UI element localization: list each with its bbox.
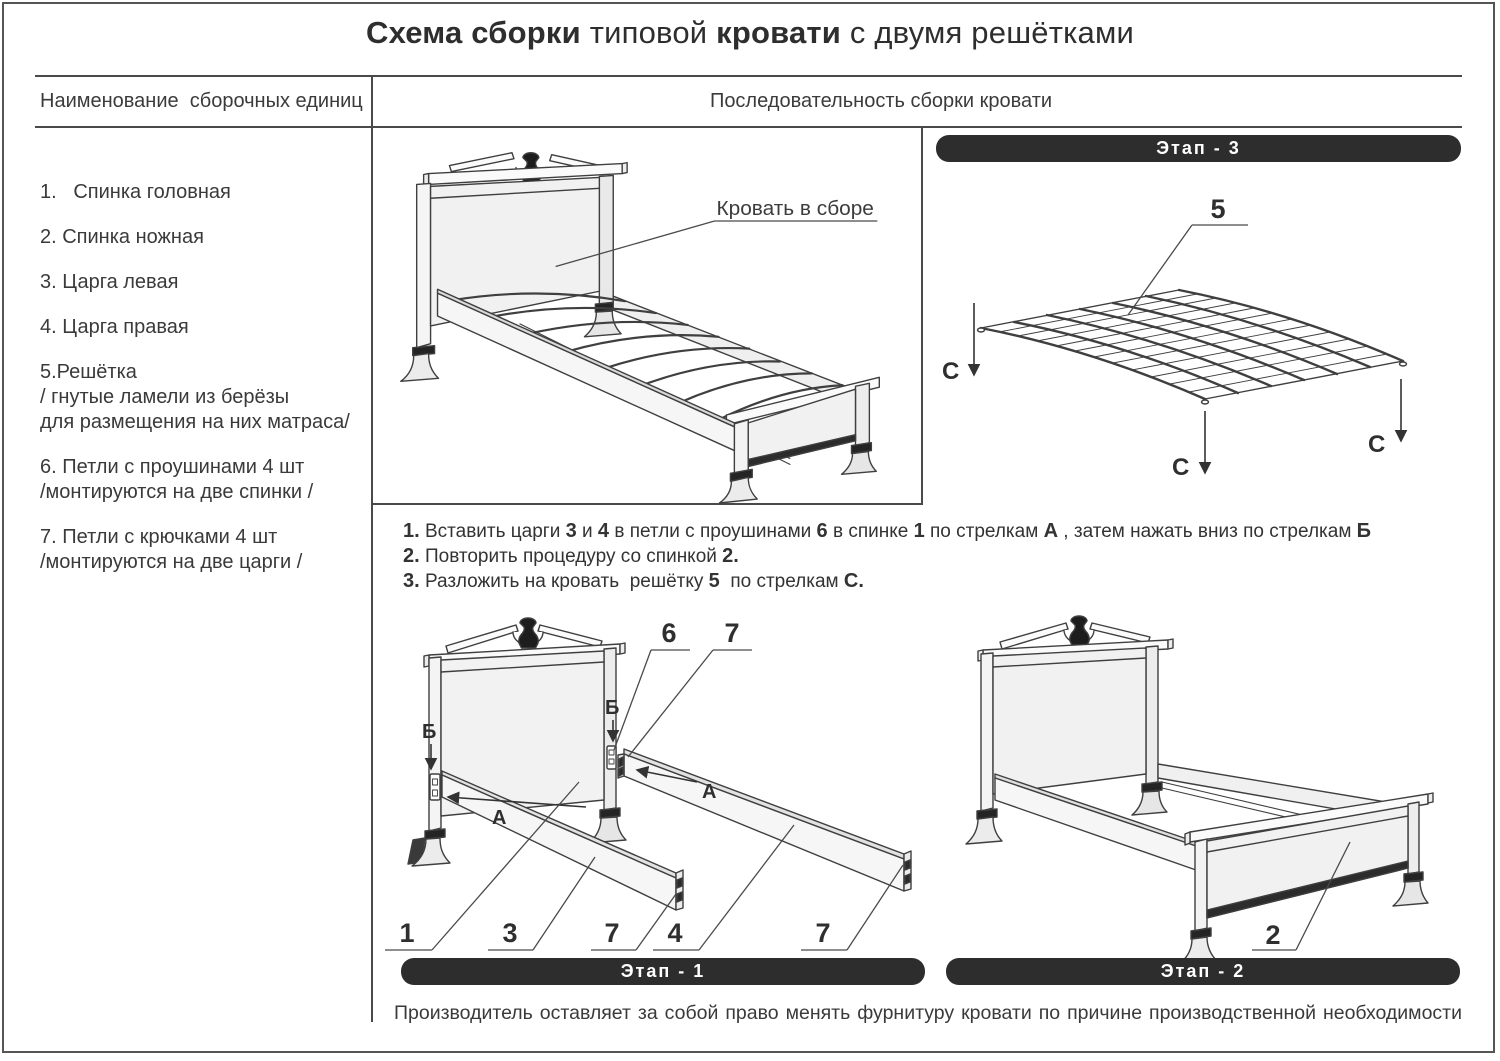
arrow-c-label: С — [1368, 431, 1386, 458]
parts-list-item: 5.Решётка / гнутые ламели из берёзы для размещения на них матраса/ — [40, 361, 350, 433]
title-underline — [35, 75, 1462, 77]
parts-list — [40, 180, 370, 595]
instruction-line: 3. Разложить на кровать решётку 5 по стрелкам С. — [403, 570, 864, 592]
instructions — [403, 519, 1478, 594]
callout-7-label: 7 — [604, 918, 620, 948]
stage3-banner — [936, 135, 1461, 162]
parts-list-item: 4. Царга правая — [40, 316, 189, 338]
arrow-c-label: С — [942, 358, 960, 385]
page-title: Схема сборки типовой кровати с двумя решётками — [365, 15, 1135, 50]
arrow-b-label: Б — [422, 721, 437, 743]
footboard — [719, 377, 879, 503]
parts-list-item: 1. Спинка головная — [40, 181, 231, 203]
callout-2-label: 2 — [1265, 920, 1281, 950]
parts-list-item: 3. Царга левая — [40, 271, 179, 293]
arrow-c-label: С — [1172, 454, 1190, 481]
finial-vase-icon — [519, 618, 538, 648]
stage1-banner-label: Этап - 1 — [620, 961, 706, 981]
assembled-bed-box — [371, 126, 923, 505]
callout-6-label: 6 — [661, 618, 677, 648]
instruction-line: 1. Вставить царги 3 и 4 в петли с проушинами 6 в спинке 1 по стрелкам А , затем нажать вниз по стрелкам Б — [403, 520, 1372, 542]
lattice — [978, 290, 1407, 404]
callout-7-label: 7 — [815, 918, 831, 948]
parts-list-item: 2. Спинка ножная — [40, 226, 204, 248]
stage2-banner-label: Этап - 2 — [1160, 961, 1246, 981]
parts-list-item: 7. Петли с крючками 4 шт /монтируются на две царги / — [40, 526, 303, 573]
arrows-c — [974, 303, 1401, 473]
callout-7-label: 7 — [724, 618, 740, 648]
sequence-column-header: Последовательность сборки кровати — [709, 90, 1053, 112]
stage2-banner — [946, 958, 1460, 985]
callout-4-label: 4 — [667, 918, 683, 948]
callout-3-label: 3 — [502, 918, 518, 948]
callout-5-label: 5 — [1210, 194, 1226, 224]
instruction-line: 2. Повторить процедуру со спинкой 2. — [403, 545, 739, 567]
stage3-banner-label: Этап - 3 — [1156, 138, 1241, 158]
parts-list-item: 6. Петли с проушинами 4 шт /монтируются на две спинки / — [40, 456, 314, 503]
callout-1-label: 1 — [399, 918, 415, 948]
stage1-banner — [401, 958, 925, 985]
assembled-bed-drawing — [373, 128, 921, 503]
arrow-a-label: А — [492, 807, 507, 829]
assembled-bed-label: Кровать в сборе — [716, 197, 874, 221]
footboard-2 — [1178, 793, 1433, 965]
arrow-a-label: А — [702, 781, 717, 803]
finial-vase-icon — [1070, 616, 1089, 646]
footer-note: Производитель оставляет за собой право менять фурнитуру кровати по причине производственной необходимости — [394, 1002, 1462, 1024]
stage2-drawing — [940, 610, 1480, 955]
parts-column-header: Наименование сборочных единиц — [40, 90, 363, 112]
stage1-drawing — [380, 610, 935, 955]
arrow-b-label: Б — [605, 697, 620, 719]
stage3-drawing — [936, 165, 1460, 520]
